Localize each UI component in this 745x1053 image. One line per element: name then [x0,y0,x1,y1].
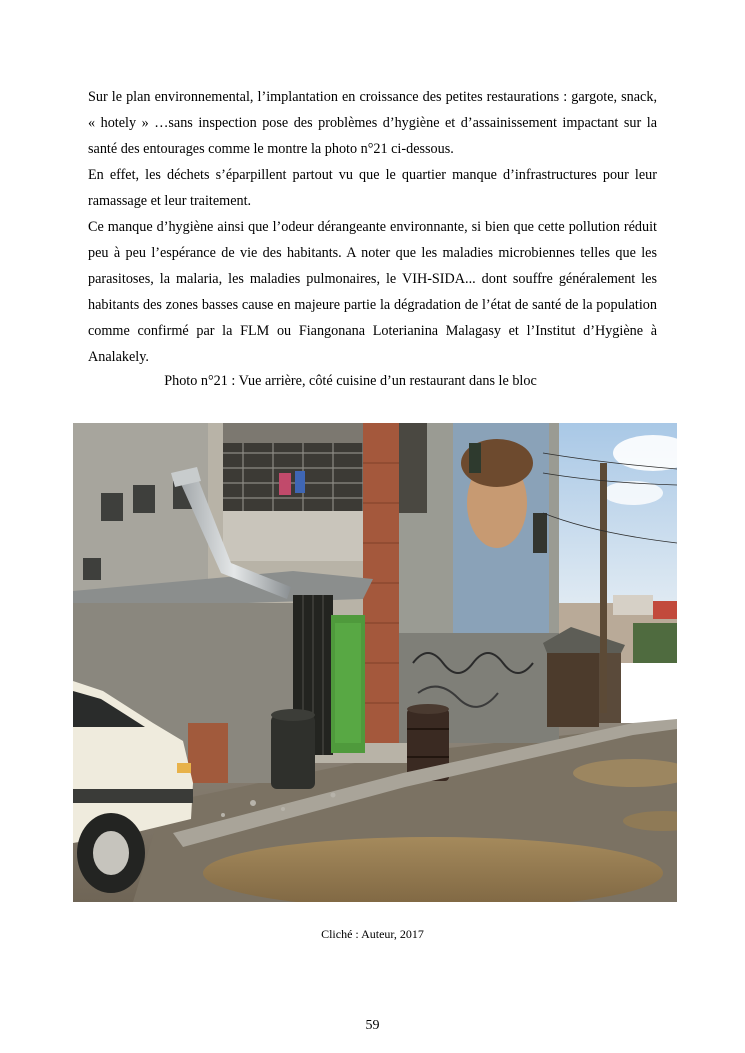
photo-credit: Cliché : Auteur, 2017 [321,927,424,941]
paragraph-waste: En effet, les déchets s’éparpillent partout vu que le quartier manque d’infrastructures pour leur ramassage et leur traitement. [88,167,657,209]
dark-barrel [271,715,315,789]
figure-caption [0,368,745,394]
restaurant-backyard-photo [73,423,677,902]
utility-pole [600,463,607,713]
body-text [88,84,657,370]
page-number: 59 [365,1018,380,1033]
wooden-cabin [547,653,599,727]
figure-caption-text: Photo n°21 : Vue arrière, côté cuisine d’un restaurant dans le bloc [164,373,537,389]
paragraph-environment: Sur le plan environnemental, l’implantation en croissance des petites restaurations : gargote, snack, « hotely » …sans inspection pose des problèmes d’hygiène et d’assainissement impactant sur la santé des entourages comme le montre la photo n°21 ci-dessous. [88,89,657,157]
paragraph-health: Ce manque d’hygiène ainsi que l’odeur dérangeante environnante, si bien que cette pollution réduit peu à peu l’espérance de vie des habitants. A noter que les maladies microbiennes telles que les parasitoses, la malaria, les maladies pulmonaires, le VIH-SIDA... dont souffre généralement les habitants des zones basses cause en majeure partie la dégradation de l’état de santé de la population comme confirmé par la FLM ou Fiangonana Loterianina Malagasy et l’Institut d’Hygiène à Analakely. [88,219,657,365]
